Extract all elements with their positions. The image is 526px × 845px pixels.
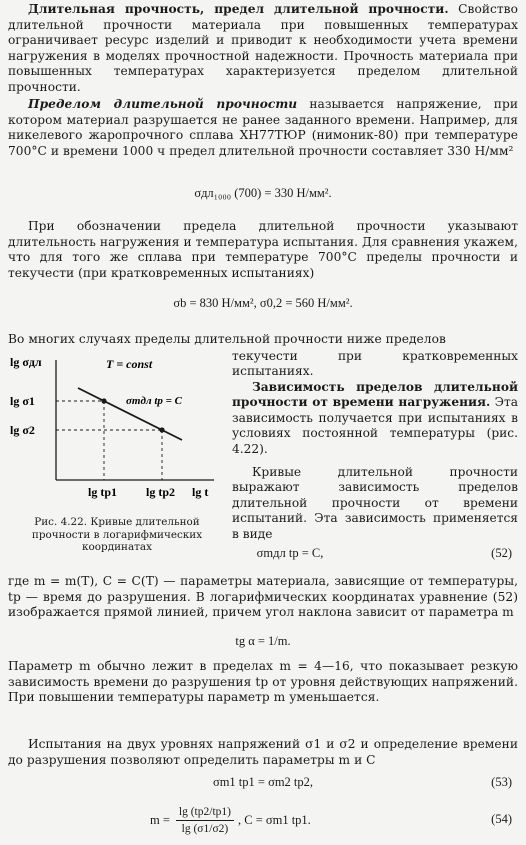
equation-54-lhs: m = — [150, 812, 170, 827]
paragraph-text: называется напряжение, при котором материал разрушается не ранее заданного времени. Например, для никелевого жаропрочного сплава ХН77ТЮР (нимоник-80) при температуре 700°С и времени 1000 ч предел длительной прочности составляет 330 Н/мм² — [8, 97, 518, 158]
paragraph-designation: При обозначении предела длительной прочности указывают длительность нагружения и температура испытания. Для сравнения укажем, что для того же сплава при температуре 700°С пределы прочности и текучести (при кратковременных испытаниях) — [8, 219, 518, 280]
paragraph-two-levels: Испытания на двух уровнях напряжений σ1 и σ2 и определение времени до разрушения позволяют определить параметры m и C — [8, 737, 518, 767]
x-tick-tp1: lg tp1 — [88, 485, 118, 499]
term-definition: Пределом длительной прочности — [28, 97, 298, 111]
paragraph-long-term-strength — [8, 2, 518, 96]
figure-4-22-chart — [6, 352, 228, 514]
equation-54-denominator: lg (σ1/σ2) — [181, 822, 229, 835]
figure-caption: Рис. 4.22. Кривые длительной прочности в логарифмических координатах — [31, 516, 203, 553]
x-tick-tp2: lg tp2 — [146, 485, 176, 499]
paragraph-parameters: где m = m(T), C = C(T) — параметры материала, зависящие от температуры, tp — время до разрушения. В логарифмических координатах уравнение (52) изображается прямой линией, причем угол наклона зависит от параметра m — [8, 574, 518, 620]
y-tick-sigma1: lg σ1 — [10, 394, 35, 408]
paragraph-many-cases-cont: текучести при кратковременных испытаниях. — [232, 349, 518, 379]
equation-tg-alpha: tg α = 1/m. — [235, 634, 291, 648]
y-axis-label: lg σдл — [10, 355, 42, 369]
curve-label: σmдл tp = C — [126, 395, 182, 407]
equation-53: σm1 tp1 = σm2 tp2, — [212, 775, 314, 789]
equation-number-52: (52) — [491, 546, 512, 560]
paragraph-curves: Кривые длительной прочности выражают зависимость пределов длительной прочности от времени испытаний. Эта зависимость применяется в виде — [232, 465, 518, 541]
x-axis-label: lg t — [192, 485, 209, 499]
paragraph-definition — [8, 97, 518, 159]
equation-54-numerator: lg (tp2/tp1) — [176, 804, 234, 821]
equation-number-53: (53) — [491, 775, 512, 789]
point-1 — [101, 398, 106, 403]
condition-label: T = const — [106, 357, 153, 371]
equation-54-fraction — [176, 804, 234, 837]
equation-54-rhs: , C = σm1 tp1. — [237, 812, 311, 827]
paragraph-text: Эта зависимость получается при испытаниях в условиях постоянной температуры (рис. 4.22). — [232, 395, 518, 456]
paragraph-many-cases: Во многих случаях пределы длительной прочности ниже пределов — [8, 332, 446, 346]
equation-54 — [150, 798, 311, 842]
equation-sigma-dl-1000: σдл₁₀₀₀ (700) = 330 Н/мм². — [194, 186, 332, 200]
paragraph-m-range: Параметр m обычно лежит в пределах m = 4—16, что показывает резкую зависимость времени до разрушения tp от уровня действующих напряжений. При повышении температуры параметр m уменьшается. — [8, 659, 518, 705]
paragraph-time-dependence — [232, 380, 518, 457]
section-heading-time-dependence: Зависимость пределов длительной прочности от времени нагружения. — [232, 380, 518, 410]
equation-52: σmдл tp = C, — [256, 546, 324, 560]
equation-number-54: (54) — [491, 812, 512, 826]
paragraph-text: Свойство длительной прочности материала при повышенных температурах ограничивает ресурс изделий и приводит к необходимости учета времени нагружения в моделях прочностной надежности. Прочность материала при повышенных температурах характеризуется пределом длительной прочности. — [8, 2, 518, 94]
equation-sigma-b: σb = 830 Н/мм², σ0,2 = 560 Н/мм². — [173, 296, 353, 310]
point-2 — [159, 427, 164, 432]
y-tick-sigma2: lg σ2 — [10, 423, 35, 437]
section-heading-long-term-strength: Длительная прочность, предел длительной прочности. — [28, 2, 449, 16]
